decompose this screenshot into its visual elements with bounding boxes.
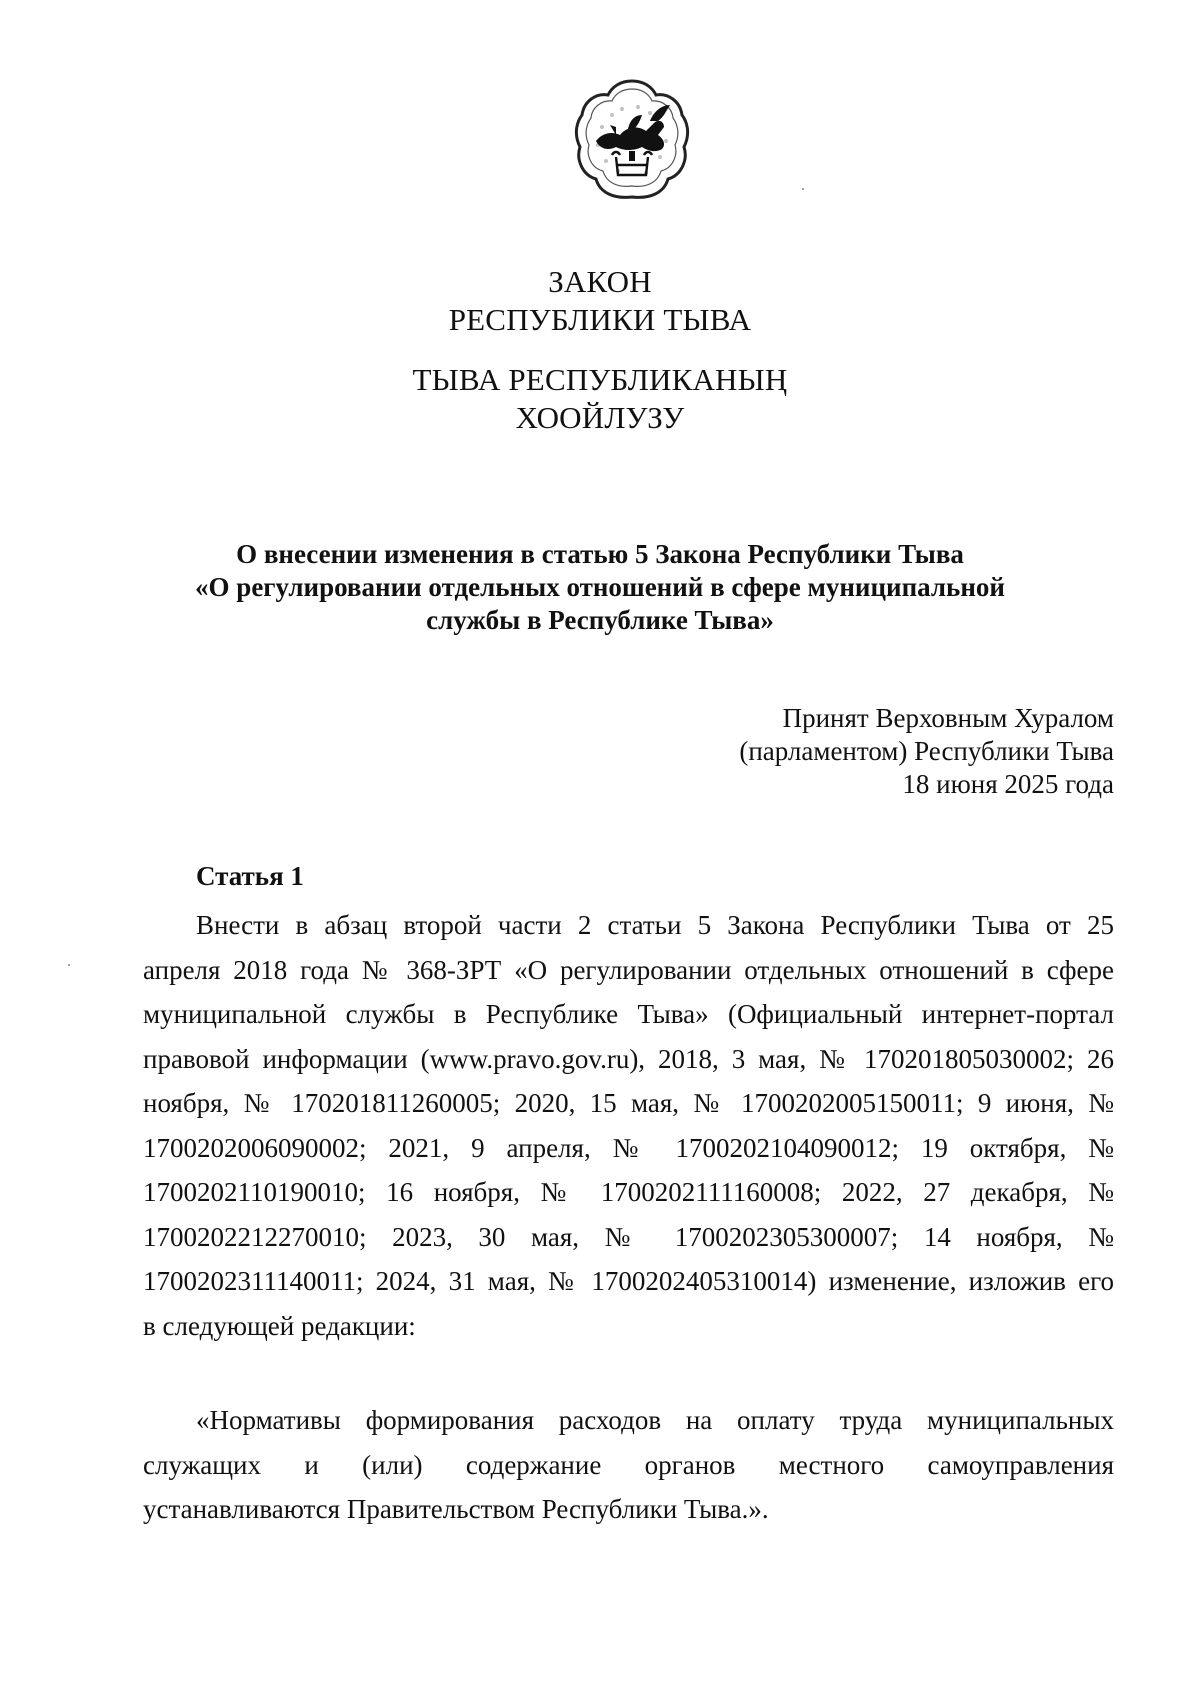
paragraph-line: 1700202311140011; 2024, 31 мая, № 1700202405310014) изменение, изложив его	[143, 1266, 1114, 1296]
paragraph-line: 1700202006090002; 2021, 9 апреля, № 1700202104090012; 19 октября, №	[143, 1132, 1114, 1163]
law-title-ru-line1: ЗАКОН	[548, 264, 652, 299]
law-title-tyv-line1: ТЫВА РЕСПУБЛИКАНЫҢ	[412, 362, 788, 397]
law-subject-line3: службы в Республике Тыва»	[426, 605, 774, 635]
paragraph-line: апреля 2018 года № 368-ЗРТ «О регулировании отдельных отношений в сфере	[143, 954, 1114, 985]
law-title-tyv-line2: ХООЙЛУЗУ	[515, 400, 685, 435]
paragraph-line: ноября, № 170201811260005; 2020, 15 мая, № 1700202005150011; 9 июня, №	[143, 1088, 1114, 1118]
adoption-note	[739, 702, 1114, 801]
law-subject-title	[150, 538, 1050, 637]
scan-speck	[802, 188, 804, 190]
article-1-paragraph-1	[143, 903, 1114, 1348]
law-subject-line2: «О регулировании отдельных отношений в сфере муниципальной	[195, 572, 1005, 602]
law-subject-line1: О внесении изменения в статью 5 Закона Республики Тыва	[236, 539, 964, 569]
paragraph-line: в следующей редакции:	[143, 1310, 416, 1341]
paragraph-line: правовой информации (www.pravo.gov.ru), 2018, 3 мая, № 170201805030002; 26	[143, 1043, 1114, 1074]
paragraph-line: муниципальной службы в Республике Тыва» (Официальный интернет-портал	[143, 999, 1114, 1029]
paragraph-line: 1700202212270010; 2023, 30 мая, № 1700202305300007; 14 ноября, №	[143, 1221, 1114, 1252]
coat-of-arms-emblem	[572, 75, 692, 203]
paragraph-line: устанавливаются Правительством Республики Тыва.».	[143, 1494, 769, 1524]
adoption-note-line1: Принят Верховным Хуралом	[782, 703, 1114, 733]
adoption-note-line3: 18 июня 2025 года	[902, 769, 1114, 799]
paragraph-line: «Нормативы формирования расходов на оплату труда муниципальных	[196, 1405, 1114, 1435]
adoption-note-line2: (парламентом) Республики Тыва	[739, 736, 1114, 766]
paragraph-line: 1700202110190010; 16 ноября, № 1700202111160008; 2022, 27 декабря, №	[143, 1177, 1114, 1207]
paragraph-line: служащих и (или) содержание органов местного самоуправления	[143, 1449, 1114, 1480]
paragraph-line: Внести в абзац второй части 2 статьи 5 Закона Республики Тыва от 25	[196, 910, 1114, 940]
scan-speck	[68, 964, 70, 966]
article-1-paragraph-2	[143, 1398, 1114, 1532]
article-1-heading: Статья 1	[196, 861, 304, 891]
law-title-ru-line2: РЕСПУБЛИКИ ТЫВА	[448, 302, 752, 337]
